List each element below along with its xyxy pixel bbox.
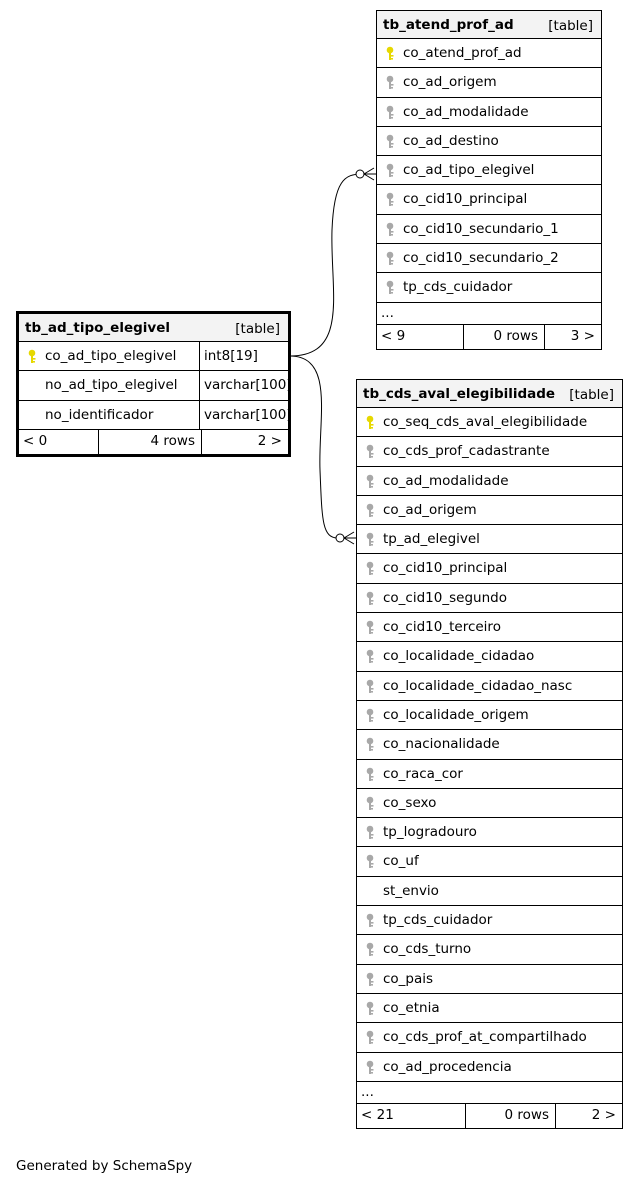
column-row[interactable] bbox=[377, 244, 601, 273]
gray-key-icon bbox=[365, 708, 377, 723]
column-name: co_pais bbox=[383, 970, 434, 987]
gray-key-icon bbox=[385, 251, 397, 266]
column-name: tp_ad_elegivel bbox=[383, 531, 480, 548]
parents-count[interactable]: < 9 bbox=[381, 327, 406, 344]
gray-key-icon bbox=[365, 1060, 377, 1075]
table-kind: [table] bbox=[548, 18, 593, 34]
column-name: tp_logradouro bbox=[383, 824, 477, 841]
column-name: co_seq_cds_aval_elegibilidade bbox=[383, 414, 588, 430]
column-row[interactable] bbox=[357, 877, 622, 906]
gray-key-icon bbox=[365, 767, 377, 782]
column-name: no_identificador bbox=[45, 406, 154, 423]
table-tb-cds-aval-elegibilidade[interactable] bbox=[356, 379, 623, 1129]
column-row[interactable] bbox=[357, 554, 622, 583]
gray-key-icon bbox=[365, 854, 377, 869]
table-footer bbox=[377, 325, 601, 349]
column-name: no_ad_tipo_elegivel bbox=[45, 377, 178, 394]
column-name: co_localidade_cidadao_nasc bbox=[383, 677, 573, 694]
relationship-line-atend bbox=[290, 174, 362, 356]
column-name: st_envio bbox=[383, 882, 439, 899]
gray-key-icon bbox=[365, 1001, 377, 1016]
zero-many-marker bbox=[336, 534, 344, 542]
column-name: co_cid10_terceiro bbox=[383, 619, 501, 636]
gray-key-icon bbox=[385, 75, 397, 90]
gray-key-icon bbox=[365, 913, 377, 928]
column-row[interactable] bbox=[357, 818, 622, 847]
column-list bbox=[19, 342, 292, 430]
column-name: co_cid10_principal bbox=[403, 191, 528, 208]
column-type: varchar[100] bbox=[199, 371, 292, 399]
column-name: co_ad_origem bbox=[383, 501, 477, 518]
column-name: co_uf bbox=[383, 853, 419, 870]
gray-key-icon bbox=[365, 591, 377, 606]
column-row[interactable] bbox=[357, 613, 622, 642]
column-row[interactable] bbox=[377, 127, 601, 156]
gray-key-icon bbox=[385, 222, 397, 237]
table-header bbox=[377, 11, 601, 39]
gray-key-icon bbox=[365, 620, 377, 635]
column-name: co_raca_cor bbox=[383, 765, 463, 782]
column-row[interactable] bbox=[377, 273, 601, 302]
table-footer bbox=[19, 430, 288, 454]
column-type: int8[19] bbox=[199, 342, 258, 370]
schemaspy-credit[interactable]: Generated by SchemaSpy bbox=[16, 1158, 193, 1174]
column-name: co_etnia bbox=[383, 999, 440, 1016]
relationship-line-cds bbox=[290, 356, 338, 538]
gray-key-icon bbox=[365, 972, 377, 987]
column-list bbox=[377, 39, 601, 303]
gray-key-icon bbox=[365, 649, 377, 664]
gray-key-icon bbox=[385, 163, 397, 178]
gold-key-icon bbox=[365, 415, 377, 430]
column-name: co_ad_tipo_elegivel bbox=[45, 348, 177, 364]
gray-key-icon bbox=[365, 796, 377, 811]
row-count: 0 rows bbox=[463, 325, 544, 349]
column-name: co_cid10_secundario_2 bbox=[403, 250, 559, 267]
table-header bbox=[19, 314, 288, 342]
column-row[interactable] bbox=[357, 672, 622, 701]
column-row[interactable] bbox=[19, 371, 292, 400]
gray-key-icon bbox=[365, 532, 377, 547]
column-row[interactable] bbox=[377, 185, 601, 214]
column-type: varchar[100] bbox=[199, 401, 292, 429]
column-row[interactable] bbox=[357, 847, 622, 876]
column-row[interactable] bbox=[357, 906, 622, 935]
column-row[interactable] bbox=[357, 965, 622, 994]
crows-foot-marker bbox=[364, 168, 376, 180]
gray-key-icon bbox=[365, 942, 377, 957]
more-columns: ... bbox=[357, 1082, 622, 1104]
column-name: tp_cds_cuidador bbox=[383, 912, 493, 929]
table-name: tb_ad_tipo_elegivel bbox=[25, 320, 170, 336]
column-row[interactable] bbox=[377, 68, 601, 97]
row-count: 0 rows bbox=[465, 1104, 555, 1128]
gold-key-icon bbox=[27, 349, 39, 364]
column-row[interactable] bbox=[357, 437, 622, 466]
column-row[interactable] bbox=[357, 584, 622, 613]
column-row[interactable] bbox=[357, 994, 622, 1023]
children-count[interactable]: 2 > bbox=[201, 430, 288, 454]
column-row[interactable] bbox=[377, 98, 601, 127]
column-row[interactable] bbox=[377, 156, 601, 185]
gray-key-icon bbox=[365, 1030, 377, 1045]
row-count: 4 rows bbox=[98, 430, 201, 454]
column-name: co_ad_origem bbox=[403, 74, 497, 91]
gray-key-icon bbox=[365, 474, 377, 489]
column-row[interactable] bbox=[357, 760, 622, 789]
column-name: tp_cds_cuidador bbox=[403, 279, 513, 296]
gray-key-icon bbox=[385, 134, 397, 149]
column-name: co_cds_prof_at_compartilhado bbox=[383, 1029, 587, 1046]
table-name: tb_cds_aval_elegibilidade bbox=[363, 386, 556, 402]
column-name: co_ad_modalidade bbox=[403, 103, 529, 120]
gray-key-icon bbox=[385, 192, 397, 207]
table-tb-ad-tipo-elegivel[interactable] bbox=[16, 311, 291, 457]
gray-key-icon bbox=[365, 825, 377, 840]
column-name: co_cid10_principal bbox=[383, 560, 508, 577]
table-header bbox=[357, 380, 622, 408]
column-row[interactable] bbox=[19, 342, 288, 371]
column-name: co_cds_prof_cadastrante bbox=[383, 443, 550, 460]
children-count[interactable]: 3 > bbox=[544, 325, 601, 349]
table-kind: [table] bbox=[569, 387, 614, 403]
column-name: co_ad_tipo_elegivel bbox=[403, 162, 535, 179]
gray-key-icon bbox=[365, 503, 377, 518]
column-name: co_cds_turno bbox=[383, 941, 472, 958]
column-name: co_sexo bbox=[383, 794, 437, 811]
gray-key-icon bbox=[365, 444, 377, 459]
column-name: co_ad_destino bbox=[403, 132, 499, 149]
table-footer bbox=[357, 1104, 622, 1128]
column-row[interactable] bbox=[357, 496, 622, 525]
column-name: co_ad_procedencia bbox=[383, 1058, 512, 1075]
column-name: co_nacionalidade bbox=[383, 736, 500, 753]
column-row[interactable] bbox=[357, 408, 622, 437]
crows-foot-marker bbox=[344, 532, 356, 544]
gray-key-icon bbox=[365, 737, 377, 752]
column-row[interactable] bbox=[357, 1023, 622, 1052]
gold-key-icon bbox=[385, 46, 397, 61]
column-row[interactable] bbox=[377, 39, 601, 68]
parents-count[interactable]: < 0 bbox=[23, 432, 48, 449]
column-row[interactable] bbox=[357, 701, 622, 730]
more-columns: ... bbox=[377, 303, 601, 325]
children-count[interactable]: 2 > bbox=[555, 1104, 622, 1128]
gray-key-icon bbox=[385, 280, 397, 295]
column-name: co_atend_prof_ad bbox=[403, 45, 522, 61]
table-kind: [table] bbox=[235, 321, 280, 337]
gray-key-icon bbox=[365, 679, 377, 694]
column-name: co_localidade_origem bbox=[383, 706, 529, 723]
table-tb-atend-prof-ad[interactable] bbox=[376, 10, 602, 350]
column-row[interactable] bbox=[357, 642, 622, 671]
column-name: co_cid10_secundario_1 bbox=[403, 220, 559, 237]
parents-count[interactable]: < 21 bbox=[361, 1106, 394, 1123]
column-row[interactable] bbox=[357, 467, 622, 496]
column-row[interactable] bbox=[357, 789, 622, 818]
table-name: tb_atend_prof_ad bbox=[383, 17, 514, 33]
column-row[interactable] bbox=[377, 215, 601, 244]
column-name: co_ad_modalidade bbox=[383, 472, 509, 489]
column-list bbox=[357, 408, 622, 1082]
gray-key-icon bbox=[365, 561, 377, 576]
column-row[interactable] bbox=[357, 1053, 622, 1082]
column-row[interactable] bbox=[19, 401, 292, 430]
zero-many-marker bbox=[356, 170, 364, 178]
column-name: co_localidade_cidadao bbox=[383, 648, 535, 665]
column-row[interactable] bbox=[357, 935, 622, 964]
column-row[interactable] bbox=[357, 525, 622, 554]
gray-key-icon bbox=[385, 105, 397, 120]
column-row[interactable] bbox=[357, 730, 622, 759]
column-name: co_cid10_segundo bbox=[383, 589, 507, 606]
